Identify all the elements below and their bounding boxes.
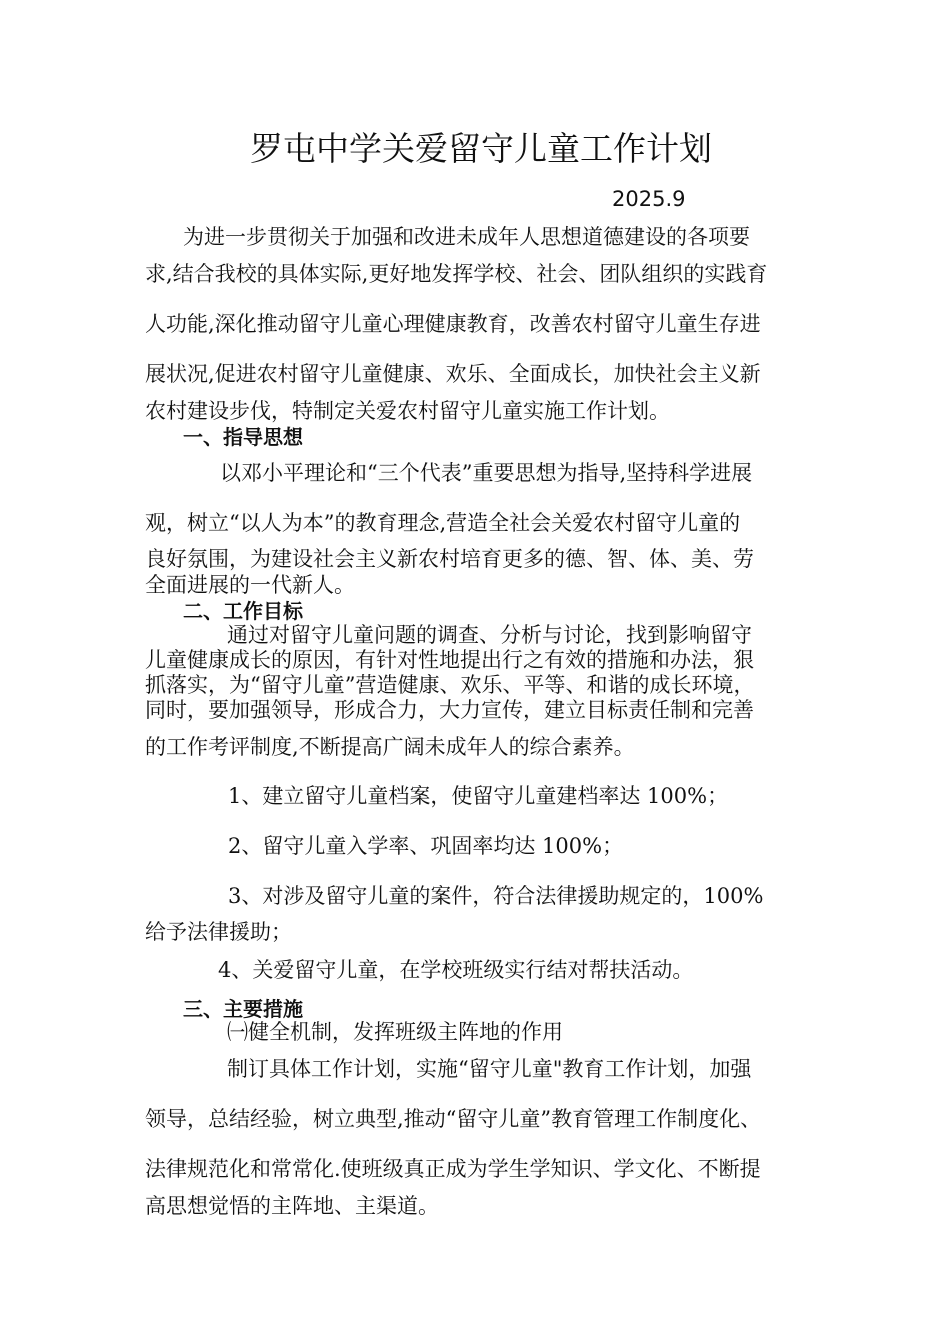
doc-date: 2025.9 [612, 187, 686, 211]
list-item: 4、关爱留守儿童，在学校班级实行结对帮扶活动。 [218, 958, 694, 982]
text-line: 求,结合我校的具体实际,更好地发挥学校、社会、团队组织的实践育 [145, 262, 768, 286]
text-line: 展状况,促进农村留守儿童健康、欢乐、全面成长，加快社会主义新 [145, 362, 761, 386]
text-line: 人功能,深化推动留守儿童心理健康教育，改善农村留守儿童生存进 [145, 312, 761, 336]
text-line: 全面进展的一代新人。 [145, 573, 355, 597]
text-line: 为进一步贯彻关于加强和改进未成年人思想道德建设的各项要 [183, 225, 750, 249]
text-line: 高思想觉悟的主阵地、主渠道。 [145, 1194, 439, 1218]
list-item: 2、留守儿童入学率、巩固率均达 100%； [228, 834, 624, 858]
text-line: 制订具体工作计划，实施“留守儿童"教育工作计划，加强 [227, 1057, 752, 1081]
text-line: 同时，要加强领导，形成合力，大力宣传，建立目标责任制和完善 [145, 698, 754, 722]
sub-heading: ㈠健全机制，发挥班级主阵地的作用 [227, 1020, 563, 1044]
text-line: 通过对留守儿童问题的调查、分析与讨论，找到影响留守 [227, 623, 752, 647]
section-heading: 一、指导思想 [183, 425, 303, 449]
text-line: 的工作考评制度,不断提高广阔未成年人的综合素养。 [145, 735, 635, 759]
text-line: 良好氛围，为建设社会主义新农村培育更多的德、智、体、美、劳 [145, 547, 754, 571]
text-line: 抓落实，为“留守儿童”营造健康、欢乐、平等、和谐的成长环境， [145, 673, 755, 697]
list-item: 1、建立留守儿童档案，使留守儿童建档率达 100%； [228, 784, 729, 808]
section-heading: 二、工作目标 [183, 599, 303, 623]
text-line: 法律规范化和常常化.使班级真正成为学生学知识、学文化、不断提 [145, 1157, 761, 1181]
list-item: 3、对涉及留守儿童的案件，符合法律援助规定的，100% [228, 884, 764, 908]
section-heading: 三、主要措施 [183, 997, 303, 1021]
text-line: 领导，总结经验，树立典型,推动“留守儿童”教育管理工作制度化、 [145, 1107, 762, 1131]
doc-title: 罗屯中学关爱留守儿童工作计划 [250, 129, 712, 168]
text-line: 以邓小平理论和“三个代表”重要思想为指导,坚持科学进展 [220, 461, 753, 485]
text-line: 农村建设步伐，特制定关爱农村留守儿童实施工作计划。 [145, 399, 670, 423]
list-item: 给予法律援助； [145, 920, 292, 944]
text-line: 儿童健康成长的原因，有针对性地提出行之有效的措施和办法，狠 [145, 648, 754, 672]
text-line: 观，树立“以人为本”的教育理念,营造全社会关爱农村留守儿童的 [145, 511, 741, 535]
